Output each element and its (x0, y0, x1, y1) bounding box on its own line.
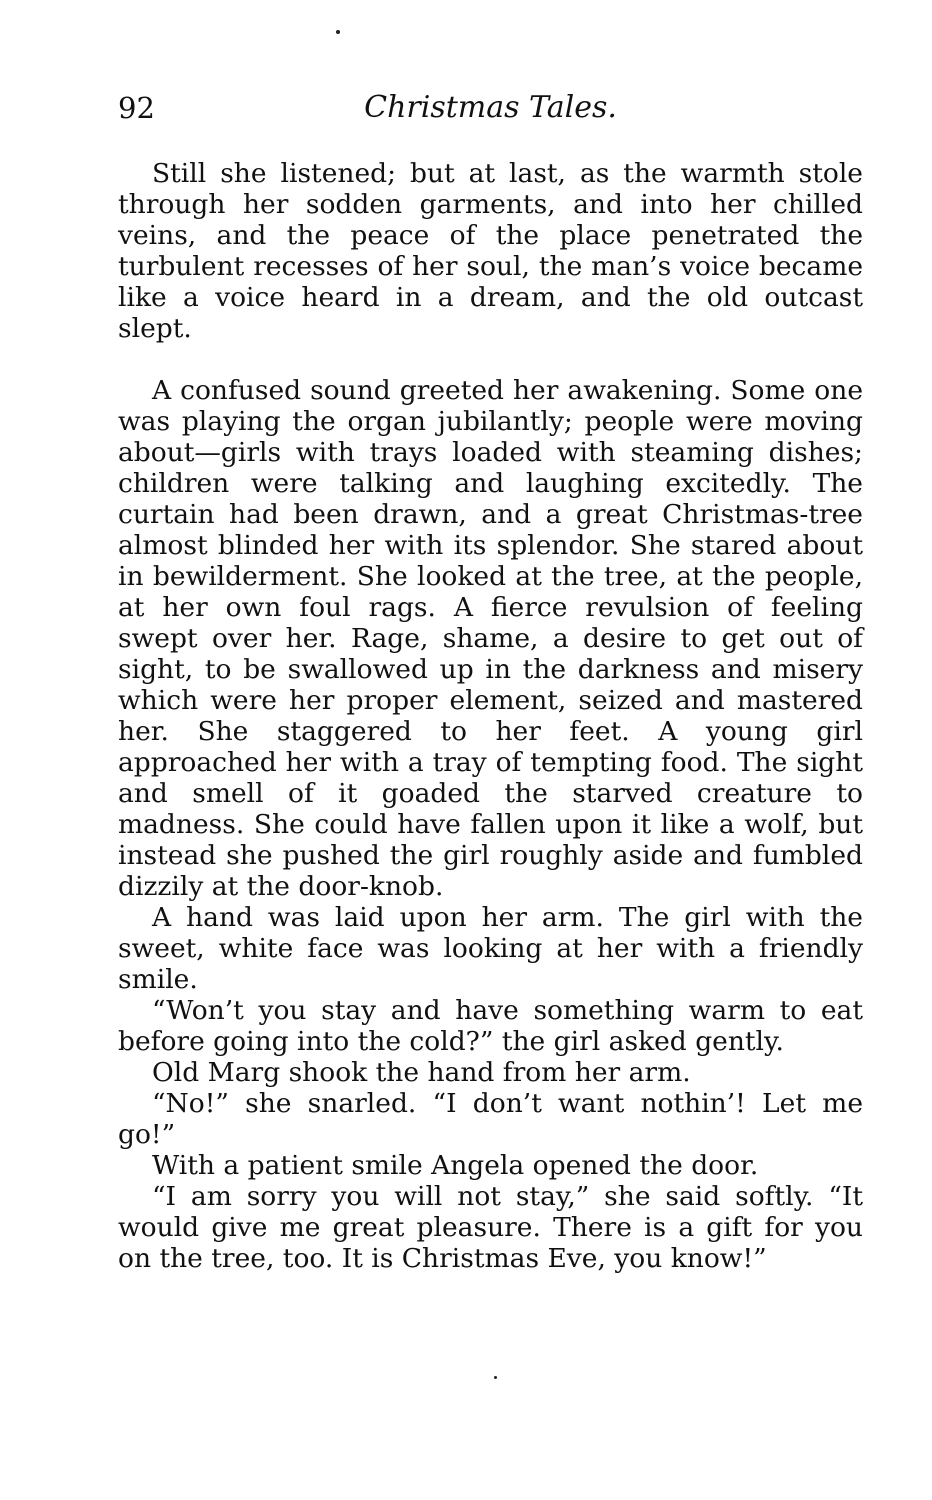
running-title: Christmas Tales. (364, 90, 617, 125)
paragraph: “No!” she snarled. “I don’t want nothin’! Let me go!” (118, 1088, 863, 1150)
ink-speck (336, 30, 340, 34)
paragraph: “I am sorry you will not stay,” she said softly. “It would give me great pleasure. There is a gift for you on the tree, too. It is Christmas Eve, you know!” (118, 1181, 863, 1274)
paragraph: “Won’t you stay and have something warm to eat before going into the cold?” the girl asked gently. (118, 995, 863, 1057)
body-text (118, 158, 863, 1274)
paragraph: A hand was laid upon her arm. The girl with the sweet, white face was looking at her with a friendly smile. (118, 902, 863, 995)
paragraph: Old Marg shook the hand from her arm. (152, 1057, 691, 1088)
paragraph: Still she listened; but at last, as the warmth stole through her sodden garments, and into her chilled veins, and the peace of the place penetrated the turbulent recesses of her soul, the man’s voice became like a voice heard in a dream, and the old outcast slept. (118, 158, 863, 344)
page-header (118, 88, 863, 134)
page-number: 92 (118, 91, 155, 125)
paragraph: With a patient smile Angela opened the door. (152, 1150, 759, 1181)
ink-speck (494, 1376, 497, 1379)
paragraph: A confused sound greeted her awakening. Some one was playing the organ jubilantly; people were moving about—girls with trays loaded with steaming dishes; children were talking and laughing excitedly. The curtain had been drawn, and a great Christmas-tree almost blinded her with its splendor. She stared about in bewilderment. She looked at the tree, at the people, at her own foul rags. A fierce revulsion of feeling swept over her. Rage, shame, a desire to get out of sight, to be swallowed up in the darkness and misery which were her proper element, seized and mastered her. She staggered to her feet. A young girl approached her with a tray of tempting food. The sight and smell of it goaded the starved creature to madness. She could have fallen upon it like a wolf, but instead she pushed the girl roughly aside and fumbled dizzily at the door-knob. (118, 375, 863, 902)
